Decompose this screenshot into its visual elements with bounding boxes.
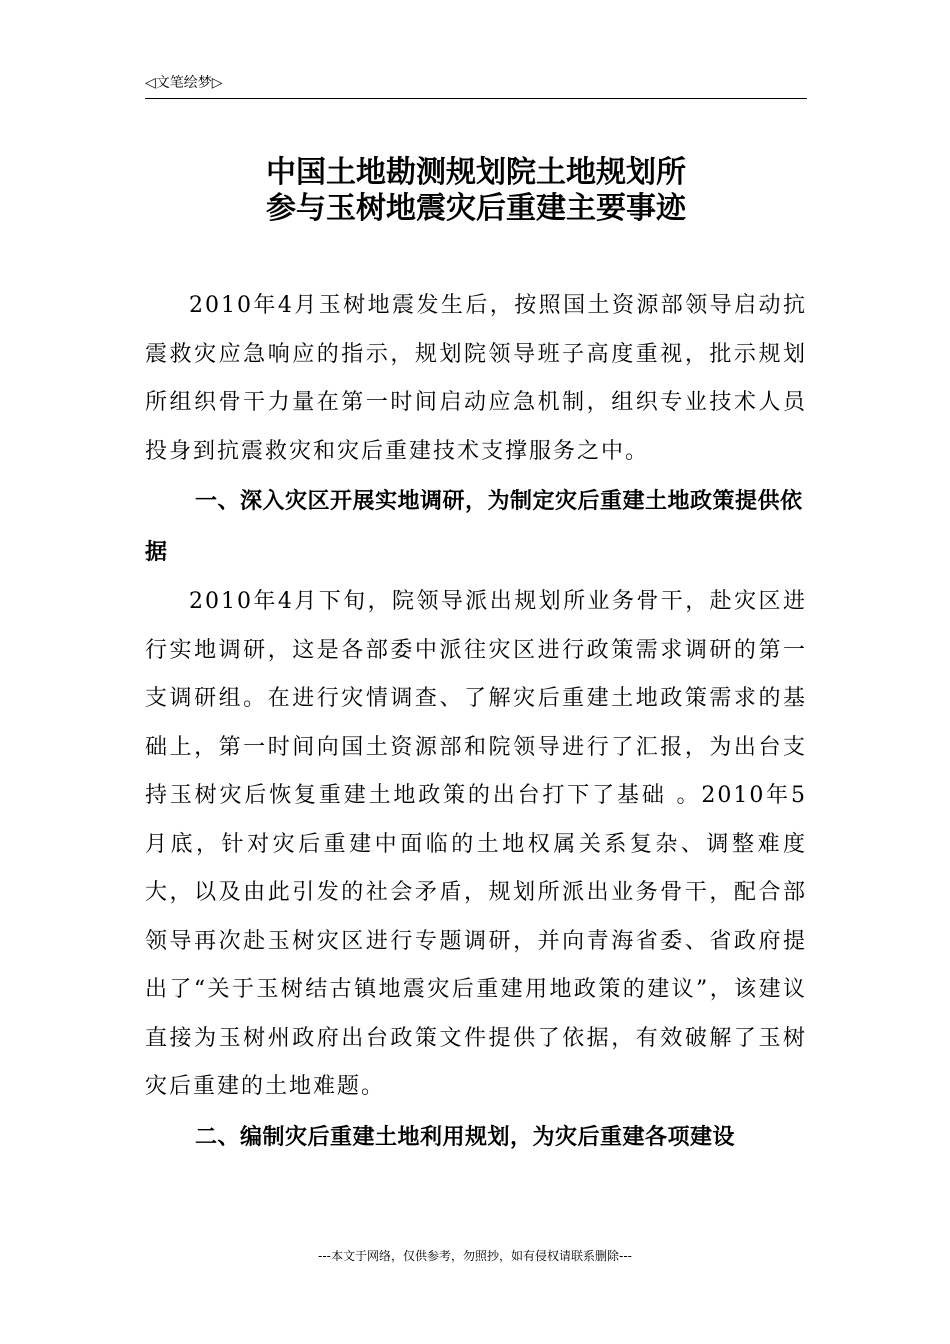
title-line-1: 中国土地勘测规划院土地规划所 bbox=[266, 155, 686, 190]
page-header bbox=[145, 72, 807, 99]
section-1-heading: 一、深入灾区开展实地调研，为制定灾后重建土地政策提供依据 bbox=[145, 489, 803, 565]
header-text: ◁文笔绘梦▷ bbox=[145, 75, 223, 91]
intro-paragraph: 2010年4月玉树地震发生后，按照国土资源部领导启动抗震救灾应急响应的指示，规划院领导班子高度重视，批示规划所组织骨干力量在第一时间启动应急机制，组织专业技术人员投身到抗震救灾和灾后重建技术支撑服务之中。 bbox=[145, 293, 807, 464]
section-1-paragraph: 2010年4月下旬，院领导派出规划所业务骨干，赴灾区进行实地调研，这是各部委中派往灾区进行政策需求调研的第一支调研组。在进行灾情调查、了解灾后重建土地政策需求的基础上，第一时间向国土资源部和院领导进行了汇报，为出台支持玉树灾后恢复重建土地政策的出台打下了基础 。2010年5月底，针对灾后重建中面临的土地权属关系复杂、调整难度大，以及由此引发的社会矛盾，规划所派出业务骨干，配合部领导再次赴玉树灾区进行专题调研，并向青海省委、省政府提出了“关于玉树结古镇地震灾后重建用地政策的建议”，该建议直接为玉树州政府出台政策文件提供了依据，有效破解了玉树灾后重建的土地难题。 bbox=[145, 589, 807, 1099]
title-line-2: 参与玉树地震灾后重建主要事迹 bbox=[266, 191, 686, 226]
footer-text: ---本文于网络，仅供参考，勿照抄，如有侵权请联系删除--- bbox=[318, 1249, 632, 1263]
page-footer bbox=[0, 1247, 950, 1264]
document-title bbox=[145, 155, 807, 227]
section-2-heading: 二、编制灾后重建土地利用规划，为灾后重建各项建设 bbox=[195, 1124, 736, 1150]
document-body bbox=[145, 282, 807, 1163]
